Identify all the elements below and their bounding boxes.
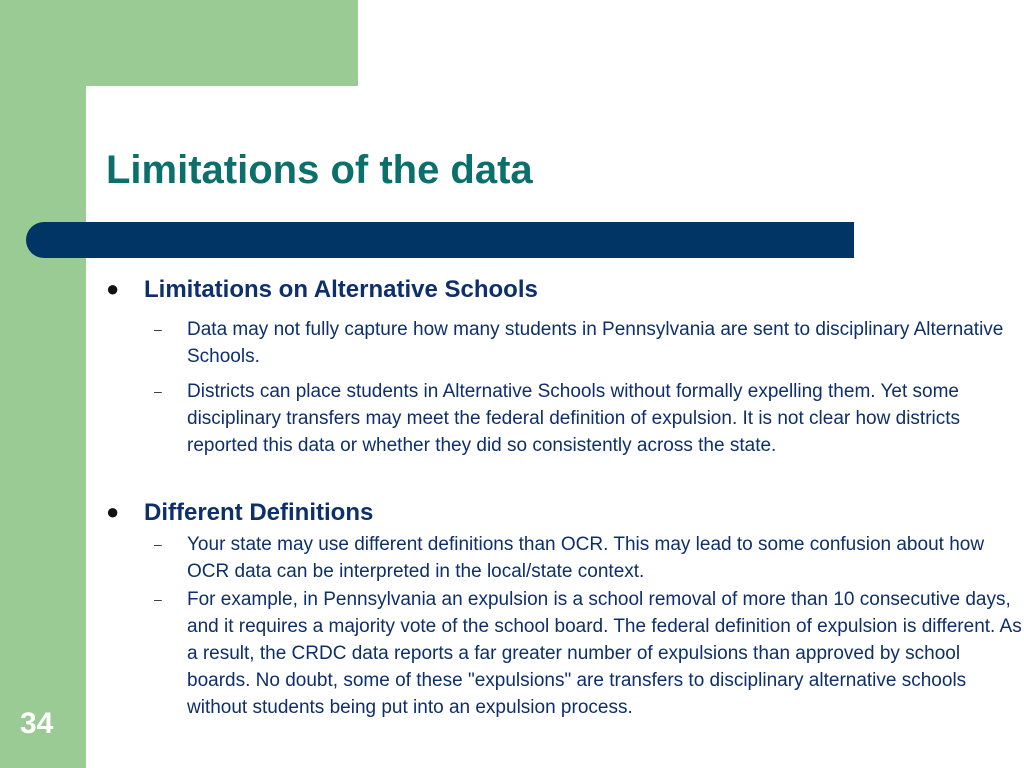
dash-icon: – bbox=[154, 383, 162, 399]
slide-title: Limitations of the data bbox=[106, 148, 533, 192]
list-item-text: For example, in Pennsylvania an expulsion is a school removal of more than 10 consecutive days, and it requires a majority vote of the school board. The federal definition of expulsion is different. As a result, the CRDC data reports a far greater number of expulsions than approved by school boards. No doubt, some of these "expulsions" are transfers to disciplinary alternative schools without students being put into an expulsion process. bbox=[187, 589, 1022, 718]
dash-icon: – bbox=[154, 591, 162, 607]
left-green-band bbox=[0, 0, 86, 768]
list-item-text: Districts can place students in Alternative Schools without formally expelling them. Yet some disciplinary transfers may meet the federal definition of expulsion. It is not clear how districts reported this data or whether they did so consistently across the state. bbox=[187, 381, 961, 456]
section-heading-text: Different Definitions bbox=[144, 499, 374, 526]
bullet-icon: ● bbox=[106, 499, 120, 524]
list-item-text: Your state may use different definitions than OCR. This may lead to some confusion about how OCR data can be interpreted in the local/state context. bbox=[187, 534, 985, 582]
dash-icon: – bbox=[154, 321, 162, 337]
list-item-text: Data may not fully capture how many students in Pennsylvania are sent to disciplinary Alternative Schools. bbox=[187, 319, 1004, 367]
bullet-icon: ● bbox=[106, 276, 120, 301]
page-number: 34 bbox=[20, 707, 54, 740]
section-heading-text: Limitations on Alternative Schools bbox=[144, 276, 538, 303]
content-panel-top bbox=[120, 86, 1024, 146]
dash-icon: – bbox=[154, 536, 162, 552]
top-green-band bbox=[0, 0, 358, 86]
title-underline-bar bbox=[26, 222, 854, 258]
